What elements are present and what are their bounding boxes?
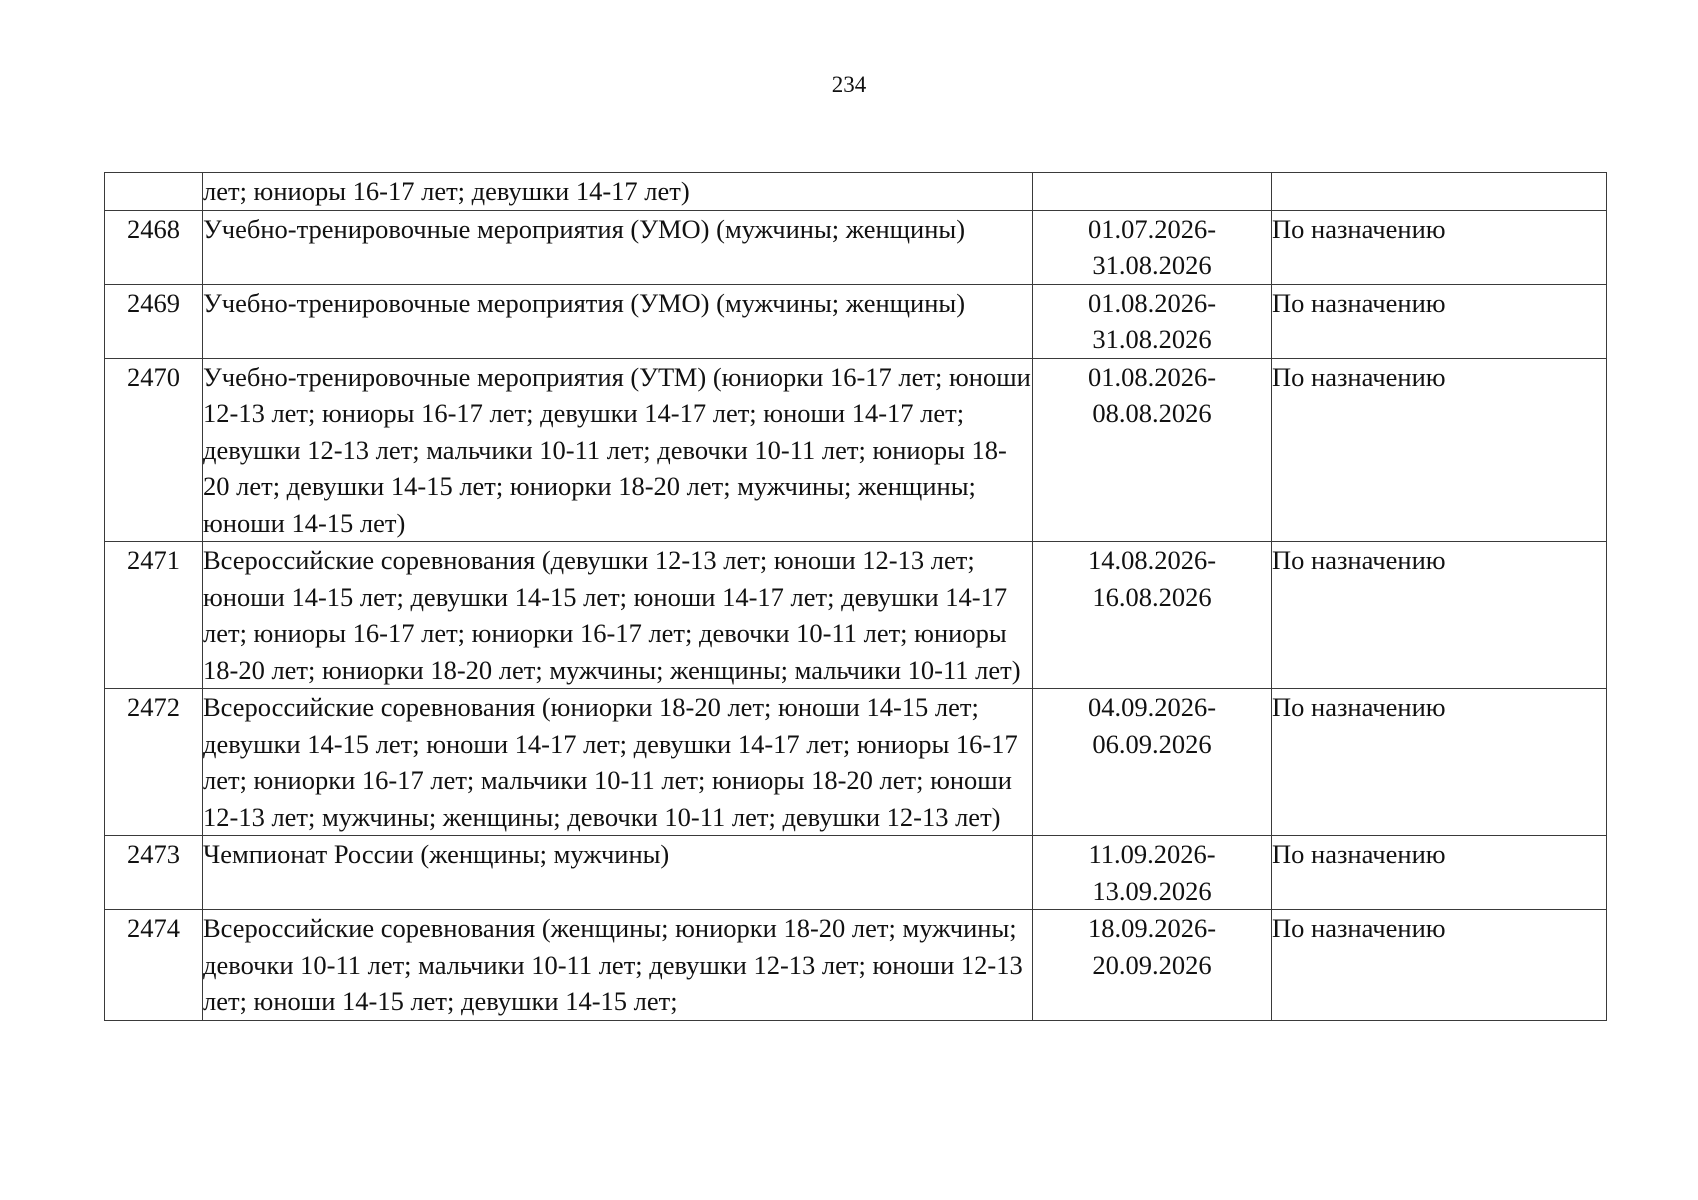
table-row-continued xyxy=(105,173,1607,211)
date-start: 01.08.2026- xyxy=(1087,287,1217,318)
cell-event-name: Учебно-тренировочные мероприятия (УМО) (мужчины; женщины) xyxy=(203,284,1033,358)
date-end: 31.08.2026 xyxy=(1092,250,1212,280)
cell-event-name: Учебно-тренировочные мероприятия (УТМ) (юниорки 16-17 лет; юноши 12-13 лет; юниоры 16-17 лет; девушки 14-17 лет; юноши 14-17 лет; девушки 12-13 лет; мальчики 10-11 лет; девочки 10-11 лет; юниоры 18-20 лет; девушки 14-15 лет; юниорки 18-20 лет; мужчины; женщины; юноши 14-15 лет) xyxy=(203,358,1033,542)
cell-number: 2474 xyxy=(105,910,203,1021)
date-start: 11.09.2026- xyxy=(1088,839,1216,869)
cell-dates xyxy=(1033,689,1272,836)
table-row xyxy=(105,284,1607,358)
cell-number: 2470 xyxy=(105,358,203,542)
date-start: 01.08.2026- xyxy=(1087,361,1217,392)
cell-dates xyxy=(1033,284,1272,358)
cell-dates xyxy=(1033,836,1272,910)
table-row xyxy=(105,836,1607,910)
date-end: 16.08.2026 xyxy=(1092,581,1212,612)
cell-dates xyxy=(1033,173,1272,211)
events-table xyxy=(104,172,1607,1021)
cell-place: По назначению xyxy=(1272,542,1607,689)
cell-place: По назначению xyxy=(1272,358,1607,542)
cell-place xyxy=(1272,173,1607,211)
date-start: 14.08.2026- xyxy=(1087,545,1217,575)
table-row xyxy=(105,210,1607,284)
cell-dates xyxy=(1033,358,1272,542)
date-start: 18.09.2026- xyxy=(1087,913,1217,943)
cell-dates xyxy=(1033,542,1272,689)
cell-event-name: Чемпионат России (женщины; мужчины) xyxy=(203,836,1033,910)
date-end: 31.08.2026 xyxy=(1092,324,1212,354)
table-row xyxy=(105,910,1607,1021)
date-start: 01.07.2026- xyxy=(1087,213,1217,244)
cell-place: По назначению xyxy=(1272,689,1607,836)
table-row xyxy=(105,689,1607,836)
cell-dates xyxy=(1033,210,1272,284)
date-end: 13.09.2026 xyxy=(1092,875,1212,906)
date-end: 08.08.2026 xyxy=(1092,398,1212,428)
date-end: 06.09.2026 xyxy=(1092,728,1212,759)
cell-dates xyxy=(1033,910,1272,1021)
cell-place: По назначению xyxy=(1272,836,1607,910)
cell-place: По назначению xyxy=(1272,284,1607,358)
cell-number: 2473 xyxy=(105,836,203,910)
date-end: 20.09.2026 xyxy=(1092,949,1212,980)
cell-event-name: Учебно-тренировочные мероприятия (УМО) (мужчины; женщины) xyxy=(203,210,1033,284)
cell-number: 2468 xyxy=(105,210,203,284)
date-start: 04.09.2026- xyxy=(1087,692,1217,722)
cell-place: По назначению xyxy=(1272,910,1607,1021)
cell-place: По назначению xyxy=(1272,210,1607,284)
cell-number: 2472 xyxy=(105,689,203,836)
table-row xyxy=(105,358,1607,542)
cell-event-name: Всероссийские соревнования (девушки 12-13 лет; юноши 12-13 лет; юноши 14-15 лет; девушки 14-15 лет; юноши 14-17 лет; девушки 14-17 лет; юниоры 16-17 лет; юниорки 16-17 лет; девочки 10-11 лет; юниоры 18-20 лет; юниорки 18-20 лет; мужчины; женщины; мальчики 10-11 лет) xyxy=(203,542,1033,689)
cell-event-name: Всероссийские соревнования (юниорки 18-20 лет; юноши 14-15 лет; девушки 14-15 лет; юноши 14-17 лет; девушки 14-17 лет; юниоры 16-17 лет; юниорки 16-17 лет; мальчики 10-11 лет; юниоры 18-20 лет; юноши 12-13 лет; мужчины; женщины; девочки 10-11 лет; девушки 12-13 лет) xyxy=(203,689,1033,836)
cell-event-name: Всероссийские соревнования (женщины; юниорки 18-20 лет; мужчины; девочки 10-11 лет; мальчики 10-11 лет; девушки 12-13 лет; юноши 12-13 лет; юноши 14-15 лет; девушки 14-15 лет; xyxy=(203,910,1033,1021)
table-row xyxy=(105,542,1607,689)
page-number: 234 xyxy=(831,72,867,97)
cell-number: 2469 xyxy=(105,284,203,358)
cell-number: 2471 xyxy=(105,542,203,689)
cell-event-name: лет; юниоры 16-17 лет; девушки 14-17 лет) xyxy=(203,173,1033,211)
cell-number xyxy=(105,173,203,211)
